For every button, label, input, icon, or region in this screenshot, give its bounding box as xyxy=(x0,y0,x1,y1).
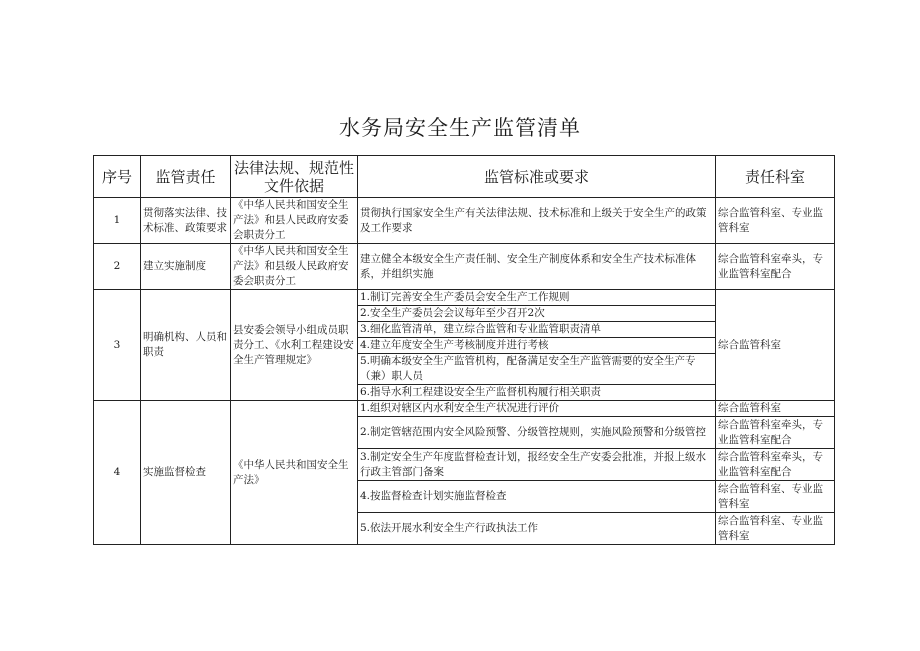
table-row xyxy=(94,290,835,306)
table-row xyxy=(94,244,835,290)
header-basis: 法律法规、规范性文件依据 xyxy=(231,156,358,198)
row-number: 4 xyxy=(94,401,141,545)
requirement-cell: 3.制定安全生产年度监督检查计划，报经安全生产安委会批准，并报上级水行政主管部门备案 xyxy=(358,449,716,481)
basis-cell: 《中华人民共和国安全生产法》 xyxy=(231,401,358,545)
requirement-cell: 贯彻执行国家安全生产有关法律法规、技术标准和上级关于安全生产的政策及工作要求 xyxy=(358,198,716,244)
header-department: 责任科室 xyxy=(716,156,835,198)
requirement-cell: 2.安全生产委员会会议每年至少召开2次 xyxy=(358,306,716,322)
department-cell: 综合监管科室、专业监管科室 xyxy=(716,198,835,244)
requirement-cell: 1.制订完善安全生产委员会安全生产工作规则 xyxy=(358,290,716,306)
duty-cell: 贯彻落实法律、技术标准、政策要求 xyxy=(141,198,231,244)
requirement-cell: 4.按监督检查计划实施监督检查 xyxy=(358,481,716,513)
duty-cell: 实施监督检查 xyxy=(141,401,231,545)
table-row xyxy=(94,198,835,244)
row-number: 3 xyxy=(94,290,141,401)
header-no: 序号 xyxy=(94,156,141,198)
supervision-table xyxy=(93,155,835,545)
requirement-cell: 2.制定管辖范围内安全风险预警、分级管控规则，实施风险预警和分级管控 xyxy=(358,417,716,449)
page-title: 水务局安全生产监管清单 xyxy=(339,116,581,140)
header-duty: 监管责任 xyxy=(141,156,231,198)
basis-cell: 《中华人民共和国安全生产法》和县人民政府安委会职责分工 xyxy=(231,198,358,244)
row-number: 2 xyxy=(94,244,141,290)
basis-cell: 《中华人民共和国安全生产法》和县级人民政府安委会职责分工 xyxy=(231,244,358,290)
department-cell: 综合监管科室牵头，专业监管科室配合 xyxy=(716,449,835,481)
requirement-cell: 6.指导水利工程建设安全生产监督机构履行相关职责 xyxy=(358,385,716,401)
requirement-cell: 5.明确本级安全生产监管机构，配备满足安全生产监管需要的安全生产专（兼）职人员 xyxy=(358,354,716,385)
duty-cell: 建立实施制度 xyxy=(141,244,231,290)
requirement-cell: 3.细化监管清单，建立综合监管和专业监管职责清单 xyxy=(358,322,716,338)
duty-cell: 明确机构、人员和职责 xyxy=(141,290,231,401)
table-row xyxy=(94,401,835,417)
department-cell: 综合监管科室牵头，专业监管科室配合 xyxy=(716,417,835,449)
requirement-cell: 4.建立年度安全生产考核制度并进行考核 xyxy=(358,338,716,354)
basis-cell: 县安委会领导小组成员职责分工、《水利工程建设安全生产管理规定》 xyxy=(231,290,358,401)
department-cell: 综合监管科室牵头，专业监管科室配合 xyxy=(716,244,835,290)
header-row xyxy=(94,156,835,198)
row-number: 1 xyxy=(94,198,141,244)
requirement-cell: 5.依法开展水利安全生产行政执法工作 xyxy=(358,513,716,545)
requirement-cell: 1.组织对辖区内水利安全生产状况进行评价 xyxy=(358,401,716,417)
department-cell: 综合监管科室、专业监管科室 xyxy=(716,513,835,545)
header-requirement: 监管标准或要求 xyxy=(358,156,716,198)
department-cell: 综合监管科室 xyxy=(716,401,835,417)
department-cell: 综合监管科室、专业监管科室 xyxy=(716,481,835,513)
requirement-cell: 建立健全本级安全生产责任制、安全生产制度体系和安全生产技术标准体系，并组织实施 xyxy=(358,244,716,290)
department-cell: 综合监管科室 xyxy=(716,290,835,401)
